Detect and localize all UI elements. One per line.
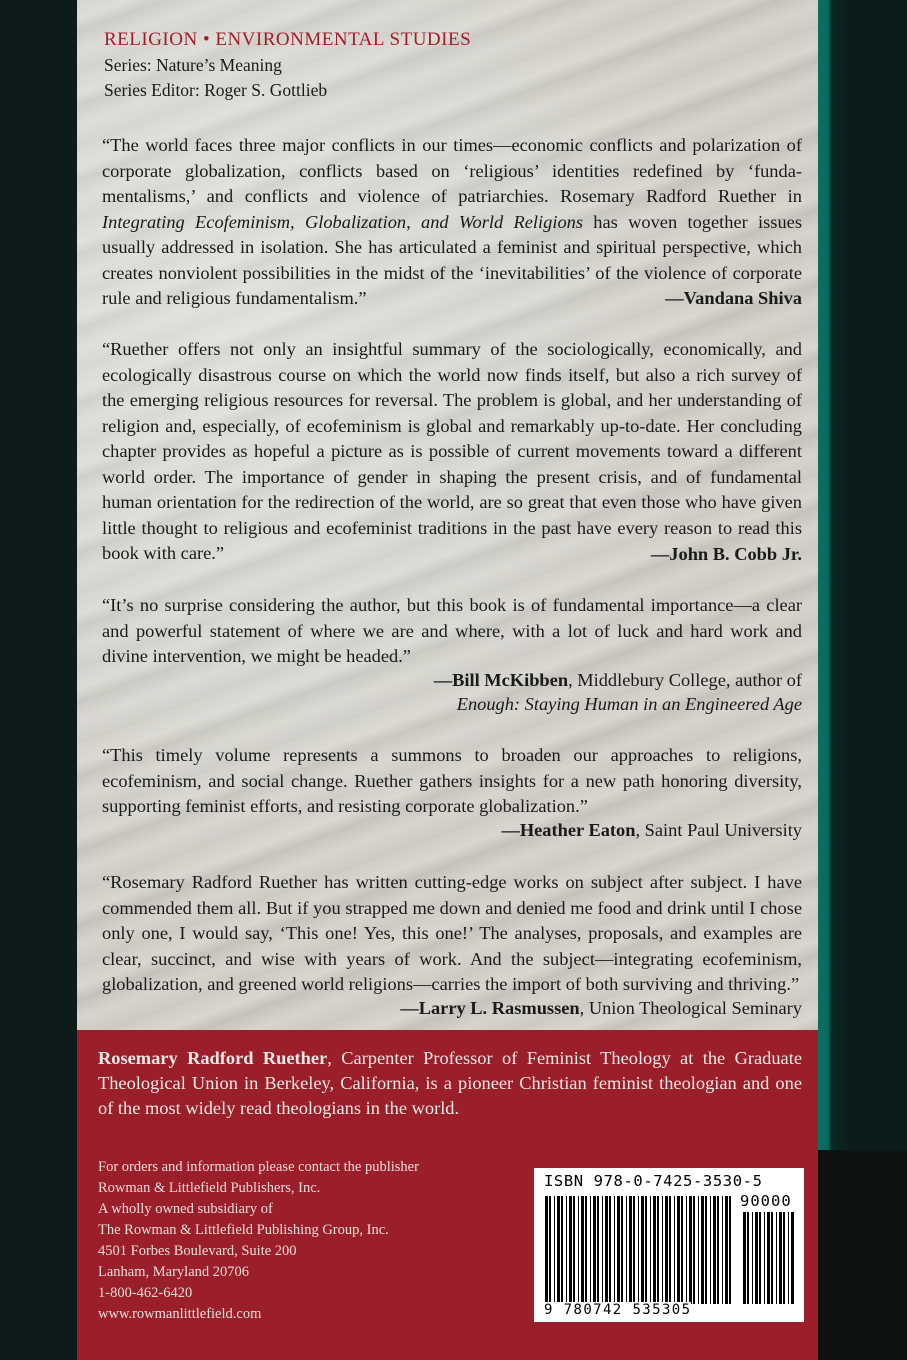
left-dark-strip xyxy=(0,0,77,1360)
blurb-shiva: “The world faces three major conflicts in our times—economic conflicts and polarization of corporate globalization, conflicts based on ‘religious’ identities redefined by ‘fundamentalisms,’ and conflicts and violence of patriarchies. Rosemary Radford Ruether in Integrating Ecofeminism, Globalization, and World Religions has woven together issues usually addressed in isolation. She has articulated a feminist and spiritual perspective, which creates nonviolent possibilities in the midst of the ‘inevitabilities’ of the violence of corporate rule and religious fundamentalism.” xyxy=(102,135,802,308)
attribution-mckibben-book: Enough: Staying Human in an Engineered Age xyxy=(456,694,802,714)
barcode-bars xyxy=(544,1196,732,1304)
publisher-url: www.rowmanlittlefield.com xyxy=(98,1306,262,1322)
right-spine-strip xyxy=(818,0,907,1150)
ean-digits: 9 780742 535305 xyxy=(544,1302,692,1318)
barcode-addon-number: 90000 xyxy=(740,1192,792,1210)
blurb-rasmussen: “Rosemary Radford Ruether has written cutting-edge works on subject after subject. I have commended them all. But if you strapped me down and denied me food and drink until I chose only one, I would say, ‘This one! Yes, this one!’ The analyses, proposals, and examples are clear, succinct, and wise with years of work. And the subject—integrating ecofeminism, globalization, and greened world religions—carries the import of both surviving and thriving.” xyxy=(102,872,802,994)
attribution-cobb: —John B. Cobb Jr. xyxy=(650,544,802,564)
isbn-text: ISBN 978-0-7425-3530-5 xyxy=(544,1172,763,1190)
publisher-line: A wholly owned subsidiary of xyxy=(98,1201,273,1217)
publisher-line: Lanham, Maryland 20706 xyxy=(98,1264,250,1280)
attribution-mckibben: —Bill McKibben, Middlebury College, author of xyxy=(433,670,802,690)
publisher-line: The Rowman & Littlefield Publishing Group, Inc. xyxy=(98,1222,389,1238)
attribution-shiva: —Vandana Shiva xyxy=(665,288,802,308)
publisher-line: 4501 Forbes Boulevard, Suite 200 xyxy=(98,1243,297,1259)
attribution-rasmussen: —Larry L. Rasmussen, Union Theological Seminary xyxy=(400,998,802,1018)
publisher-line: Rowman & Littlefield Publishers, Inc. xyxy=(98,1180,321,1196)
category-line: RELIGION • ENVIRONMENTAL STUDIES xyxy=(104,29,472,50)
series-line: Series: Nature’s Meaning xyxy=(104,55,282,75)
publisher-line: For orders and information please contact the publisher xyxy=(98,1159,419,1175)
barcode-addon-bars xyxy=(742,1212,796,1304)
blurb-cobb: “Ruether offers not only an insightful summary of the sociologically, economically, and ecologically disastrous course on which the world now finds itself, but also a rich survey of the emerging religious resources for reversal. The problem is global, and her understanding of religion and, especially, of ecofeminism is global and remarkably up-to-date. Her concluding chapter provides as hopeful a picture as is possible of current movements toward a different world order. The importance of gender in shaping the present crisis, and of fundamental human orientation for the redirection of the world, are so great that even those who have given little thought to religious and ecofeminist traditions in the past have every reason to read this book with care.” xyxy=(102,339,802,563)
book-title: Integrating Ecofeminism, Globalization, and World Religions xyxy=(102,211,583,232)
blurb-eaton: “This timely volume represents a summons to broaden our approaches to religions, ecofeminism, and social change. Ruether gathers insights for a new path honoring diversity, supporting feminist efforts, and resisting corporate globalization.” xyxy=(102,745,802,816)
isbn-barcode xyxy=(534,1168,804,1322)
blurb-mckibben: “It’s no surprise considering the author, but this book is of fundamental importance—a clear and powerful statement of where we are and where, with a lot of luck and hard work and divine intervention, we might be headed.” xyxy=(102,595,802,666)
publisher-line: 1-800-462-6420 xyxy=(98,1285,193,1301)
right-dark-strip xyxy=(818,1150,907,1360)
series-editor-line: Series Editor: Roger S. Gottlieb xyxy=(104,80,328,100)
attribution-eaton: —Heather Eaton, Saint Paul University xyxy=(501,820,802,840)
author-bio: Rosemary Radford Ruether, Carpenter Professor of Feminist Theology at the Graduate Theological Union in Berkeley, California, is a pioneer Christian feminist theologian and one of the most widely read theologians in the world. xyxy=(98,1048,802,1118)
